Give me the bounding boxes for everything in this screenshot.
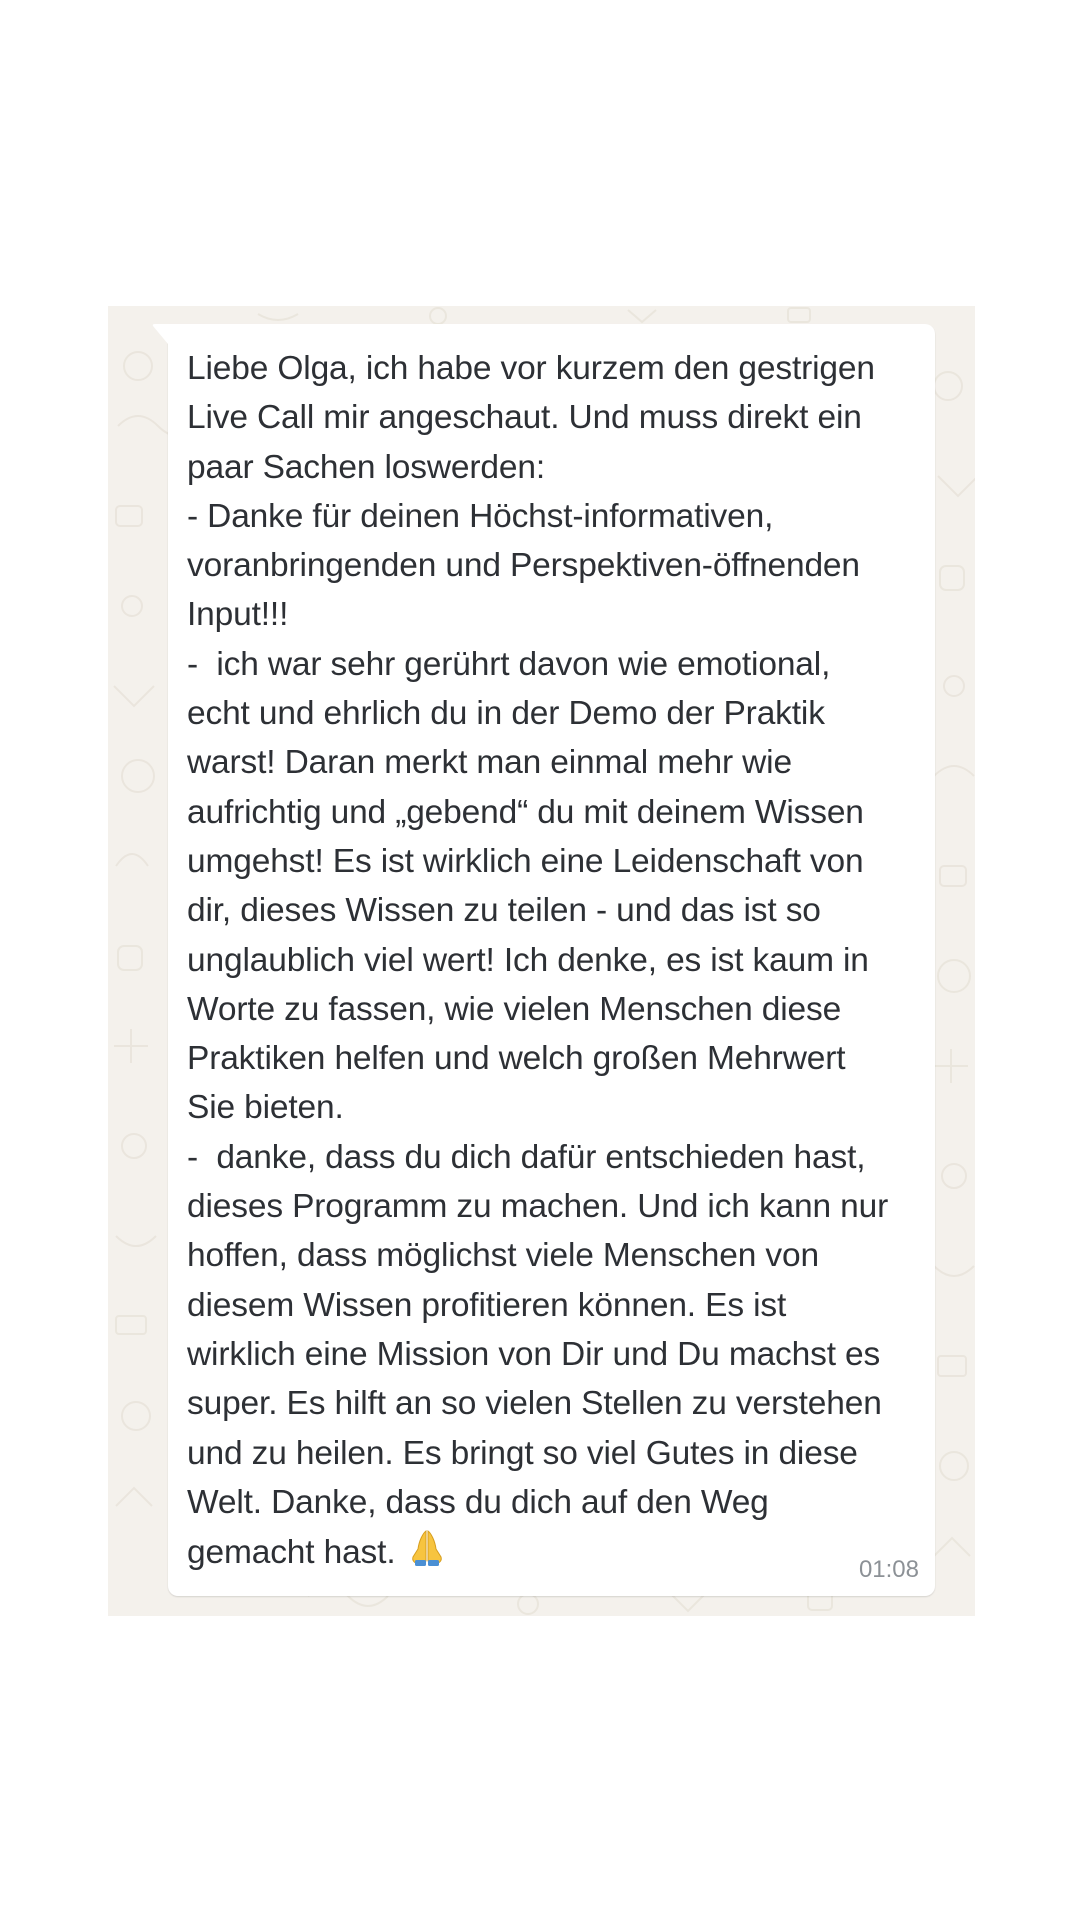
message-body: Liebe Olga, ich habe vor kurzem den gestrigen Live Call mir angeschaut. Und muss direkt ein paar Sachen loswerden: - Danke für deinen Höchst-informativen, voranbringenden und Perspektiven-öffnenden Input!!! - ich war sehr gerührt davon wie emotional, echt und ehrlich du in der Demo der Praktik warst! Daran merkt man einmal mehr wie aufrichtig und „gebend“ du mit deinem Wissen umgehst! Es ist wirklich eine Leidenschaft von dir, dieses Wissen zu teilen - und das ist so unglaublich viel wert! Ich denke, es ist kaum in Worte zu fassen, wie vielen Menschen diese Praktiken helfen und welch großen Mehrwert Sie bieten. - danke, dass du dich dafür entschieden hast, dieses Programm zu machen. Und ich kann nur hoffen, dass möglichst viele Menschen von diesem Wissen profitieren können. Es ist wirklich eine Mission von Dir und Du machst es super. Es hilft an so vielen Stellen zu verstehen und zu heilen. Es bringt so viel Gutes in diese Welt. Danke, dass du dich auf den Weg gemacht hast.: [187, 350, 889, 1572]
message-text: [187, 344, 901, 1577]
folded-hands-icon: [409, 1527, 445, 1567]
message-timestamp: 01:08: [858, 1556, 919, 1583]
bubble-tail: [152, 324, 168, 344]
message-bubble[interactable]: [168, 324, 935, 1596]
chat-background: [108, 306, 975, 1616]
